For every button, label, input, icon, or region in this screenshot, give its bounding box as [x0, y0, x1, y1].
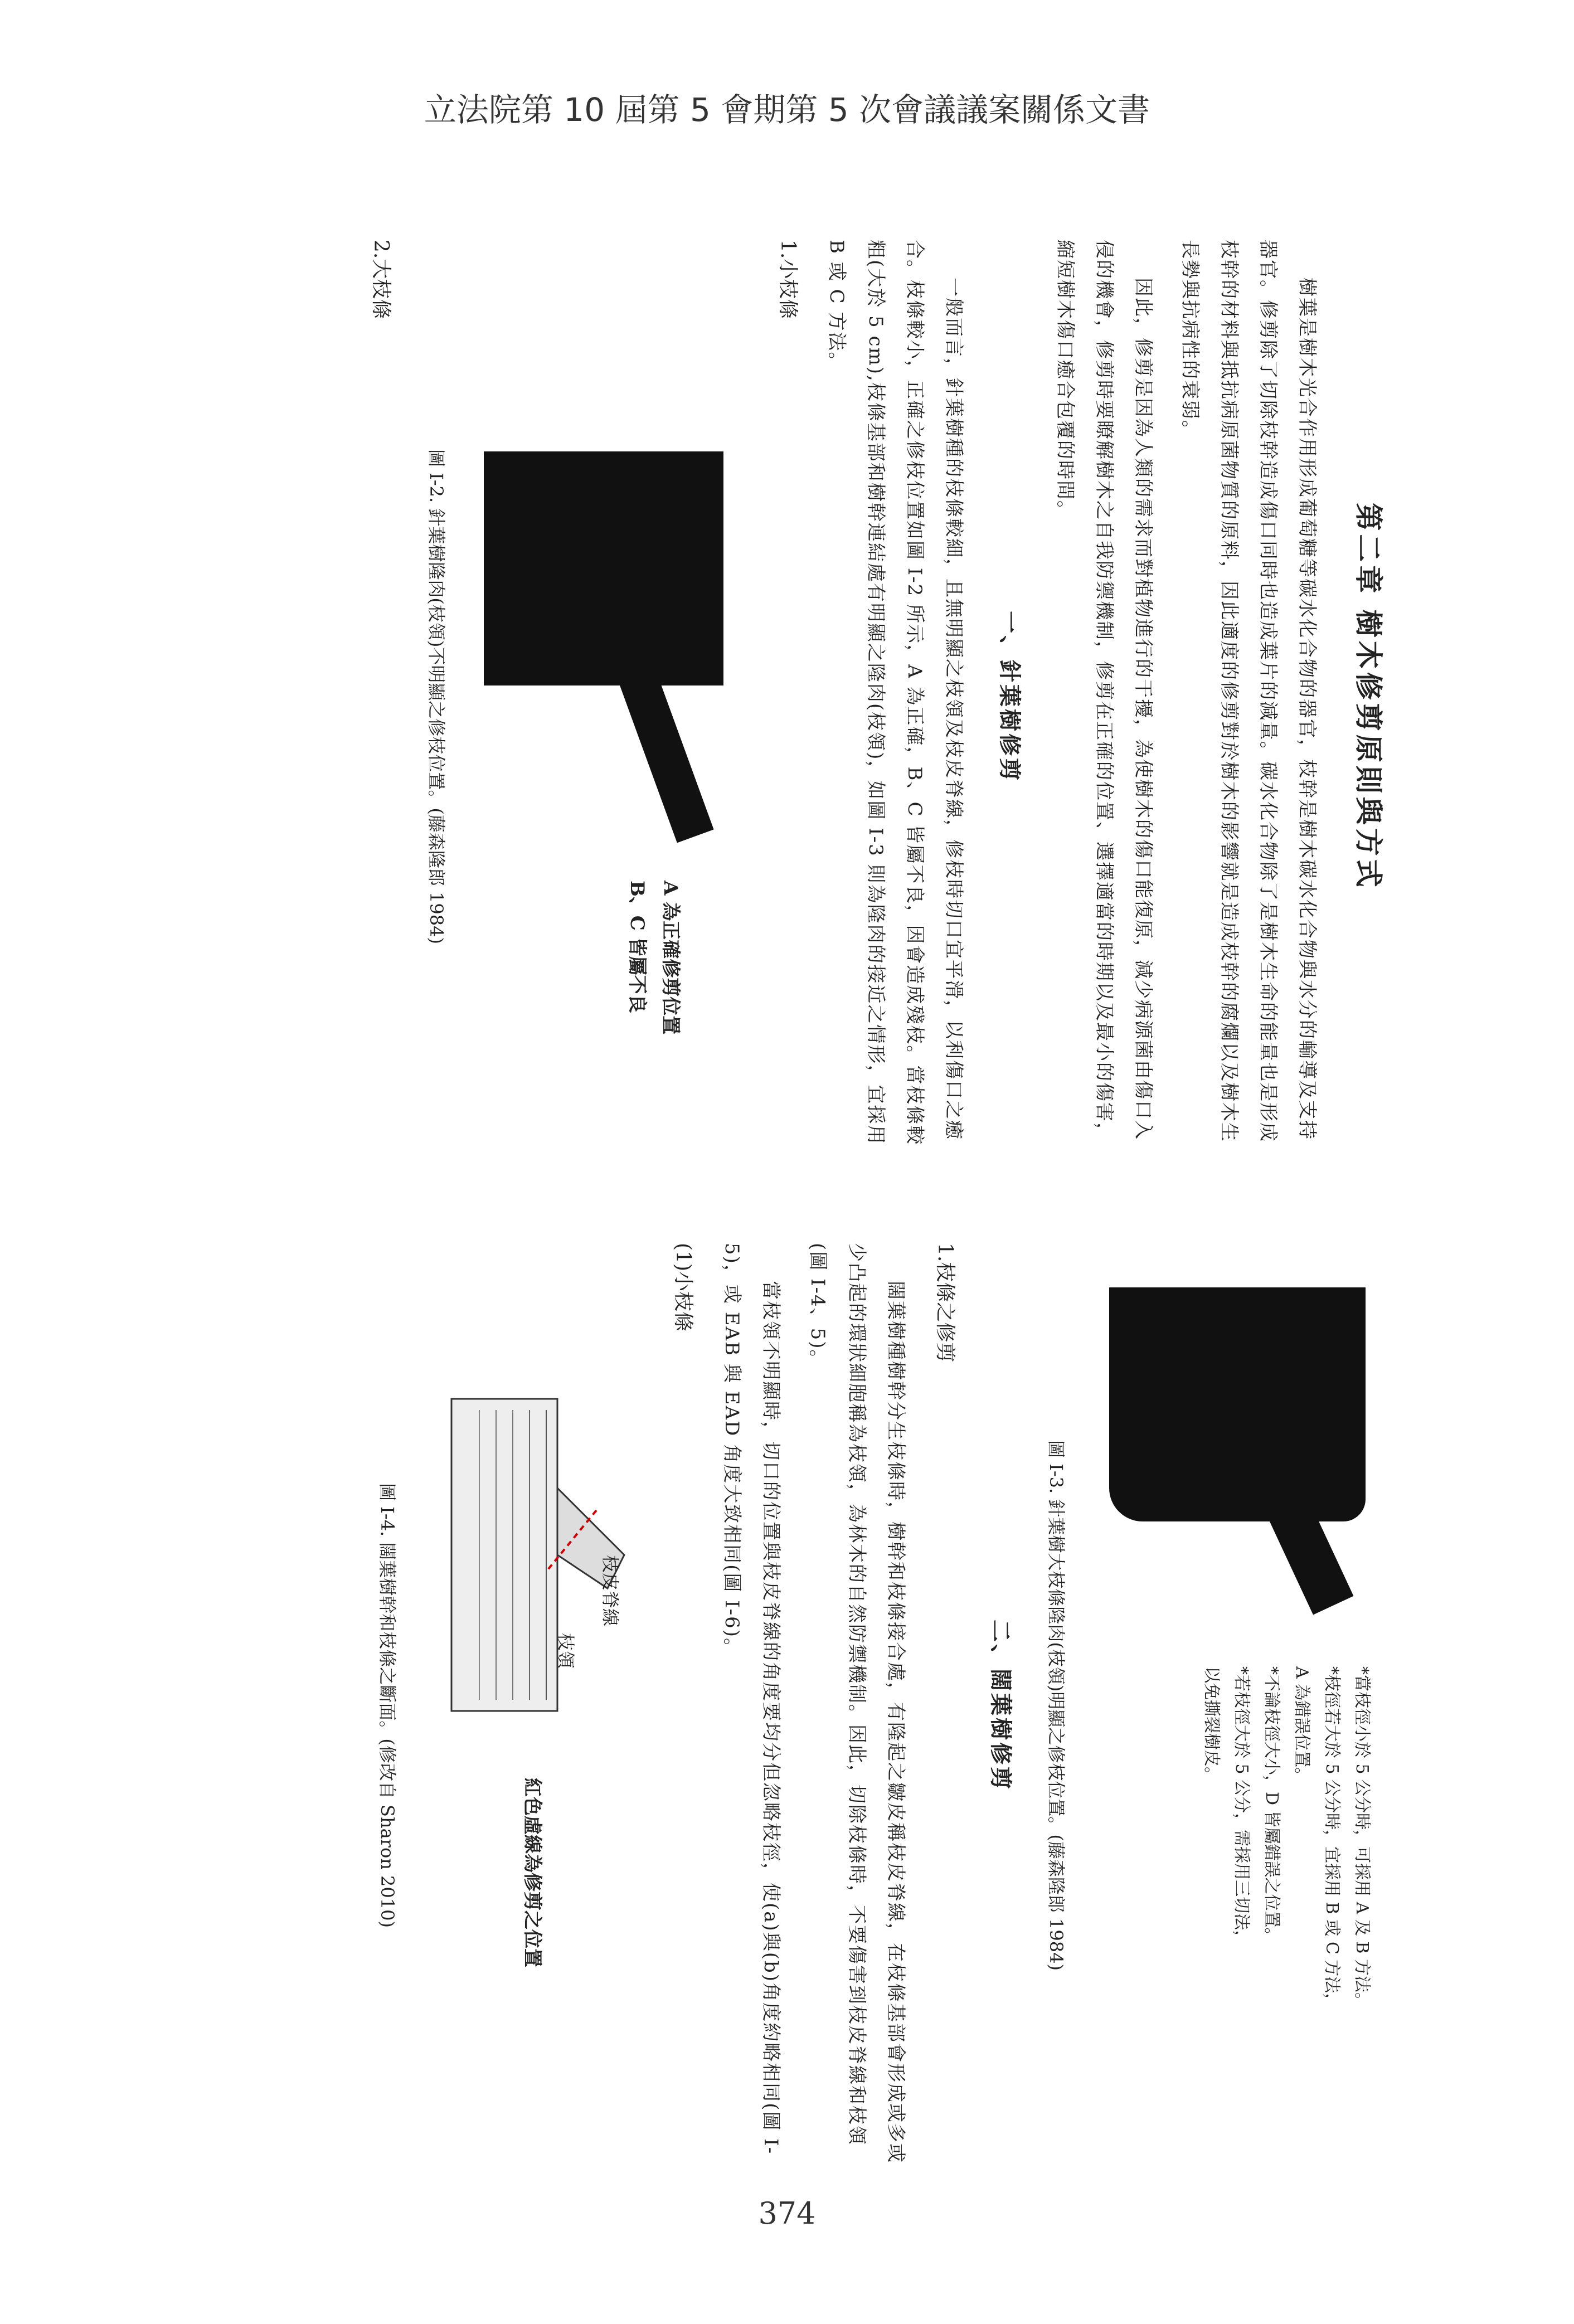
note-line: *當枝徑小於 5 公分時，可採用 A 及 B 方法。: [1352, 1666, 1372, 2010]
figure-label: 枝皮脊線: [600, 1555, 621, 1627]
subsection-title: (1)小枝條: [672, 1243, 694, 1331]
paragraph: 樹葉是樹木光合作用形成葡萄糖等碳水化合物的器官，枝幹是樹木碳水化合物與水分的輸導及支持器官。修剪除了切除枝幹造成傷口同時也造成葉片的減量。碳水化合物除了是樹木生命的能量也是形成枝幹的材料與抵抗病原菌物質的原料，因此適度的修剪對於樹木的影響就是造成枝幹的腐爛以及樹木生長勢與抗病性的衰弱。: [1179, 240, 1318, 1142]
trunk-image: [1109, 1287, 1366, 1521]
section-title: 二、闊葉樹修剪: [988, 1620, 1014, 1791]
paragraph: 一般而言，針葉樹種的枝條較細，且無明顯之枝領及枝皮脊線，修枝時切口宜平滑，以利傷口之癒合。枝條較小，正確之修枝位置如圖 I-2 所示，A 為正確，B、C 皆屬不良，因會造成殘枝。當枝條較粗(大於 5 cm),枝條基部和樹幹連結處有明顯之隆肉(枝領)，如圖 I-3 則為隆肉的接近之情形，宜採用 B 或 C 方法。: [825, 240, 965, 1146]
paragraph: 闊葉樹種樹幹分生枝條時，樹幹和枝條接合處，有隆起之皺皮稱枝皮脊線，在枝條基部會形成或多或少凸起的環狀細胞稱為枝領，為林木的自然防禦機制。因此，切除枝條時，不要傷害到枝皮脊線和枝領(圖 I-4、5)。: [807, 1243, 907, 2163]
figure-notes: [1196, 1666, 1377, 2157]
subsection-title: 1.枝條之修剪: [934, 1243, 956, 1363]
subsection-title: 1.小枝條: [776, 240, 799, 319]
page-number: 374: [758, 2196, 816, 2231]
figure-label: B、C 皆屬不良: [626, 881, 648, 1013]
trunk-image: [484, 451, 723, 685]
section-title: 一、針葉樹修剪: [997, 611, 1023, 782]
figure-i2: [467, 240, 757, 1154]
figure-i3: [1087, 1243, 1399, 2168]
note-line: *若枝徑大於 5 公分，需採用三切法，: [1232, 1666, 1251, 1947]
note-line: 以免撕裂樹皮。: [1202, 1666, 1221, 1783]
note-line: *枝徑若大於 5 公分時，宜採用 B 或 C 方法，: [1322, 1666, 1342, 2010]
left-column: [184, 240, 1410, 1154]
figure-label: 枝領: [555, 1633, 576, 1669]
branch-image: [616, 662, 713, 843]
figure-label: A 為正確修剪位置: [659, 881, 682, 1035]
figure-caption: 圖 I-4. 闊葉樹幹和枝條之斷面。(修改自 Sharon 2010): [377, 1483, 398, 1928]
right-column: [184, 1243, 1410, 2168]
figure-i4: [418, 1243, 652, 2168]
rotated-scan: [184, 240, 1410, 2168]
subsection-title: 2.大枝條: [370, 240, 392, 319]
note-line: A 為錯誤位置。: [1292, 1666, 1311, 1785]
document-header: 立法院第 10 屆第 5 會期第 5 次會議議案關係文書: [424, 91, 1150, 129]
figure-caption: 圖 I-3. 針葉樹大枝條隆肉(枝領)明顯之修枝位置。(藤森隆郎 1984): [1046, 1440, 1067, 1971]
note-line: *不論枝徑大小，D 皆屬錯誤之位置。: [1262, 1666, 1281, 1944]
figure-caption: 圖 I-2. 針葉樹隆肉(枝領)不明顯之修枝位置。(藤森隆郎 1984): [426, 449, 447, 944]
figure-note: 紅色虛線為修剪之位置: [521, 1778, 543, 1967]
paragraph: 當枝領不明顯時，切口的位置與枝皮脊線的角度要均分但忽略枝徑，使(a)與(b)角度約略相同(圖 I-5)，或 EAB 與 EAD 角度大致相同(圖 I-6)。: [721, 1243, 782, 2155]
chapter-title: 第二章 樹木修剪原則與方式: [1352, 503, 1385, 891]
paragraph: 因此，修剪是因為人類的需求而對植物進行的干擾，為使樹木的傷口能復原，減少病源菌由傷口入侵的機會，修剪時要瞭解樹木之自我防禦機制，修剪在正確的位置、選擇適當的時期以及最小的傷害，縮短樹木傷口癒合包覆的時間。: [1054, 240, 1154, 1142]
